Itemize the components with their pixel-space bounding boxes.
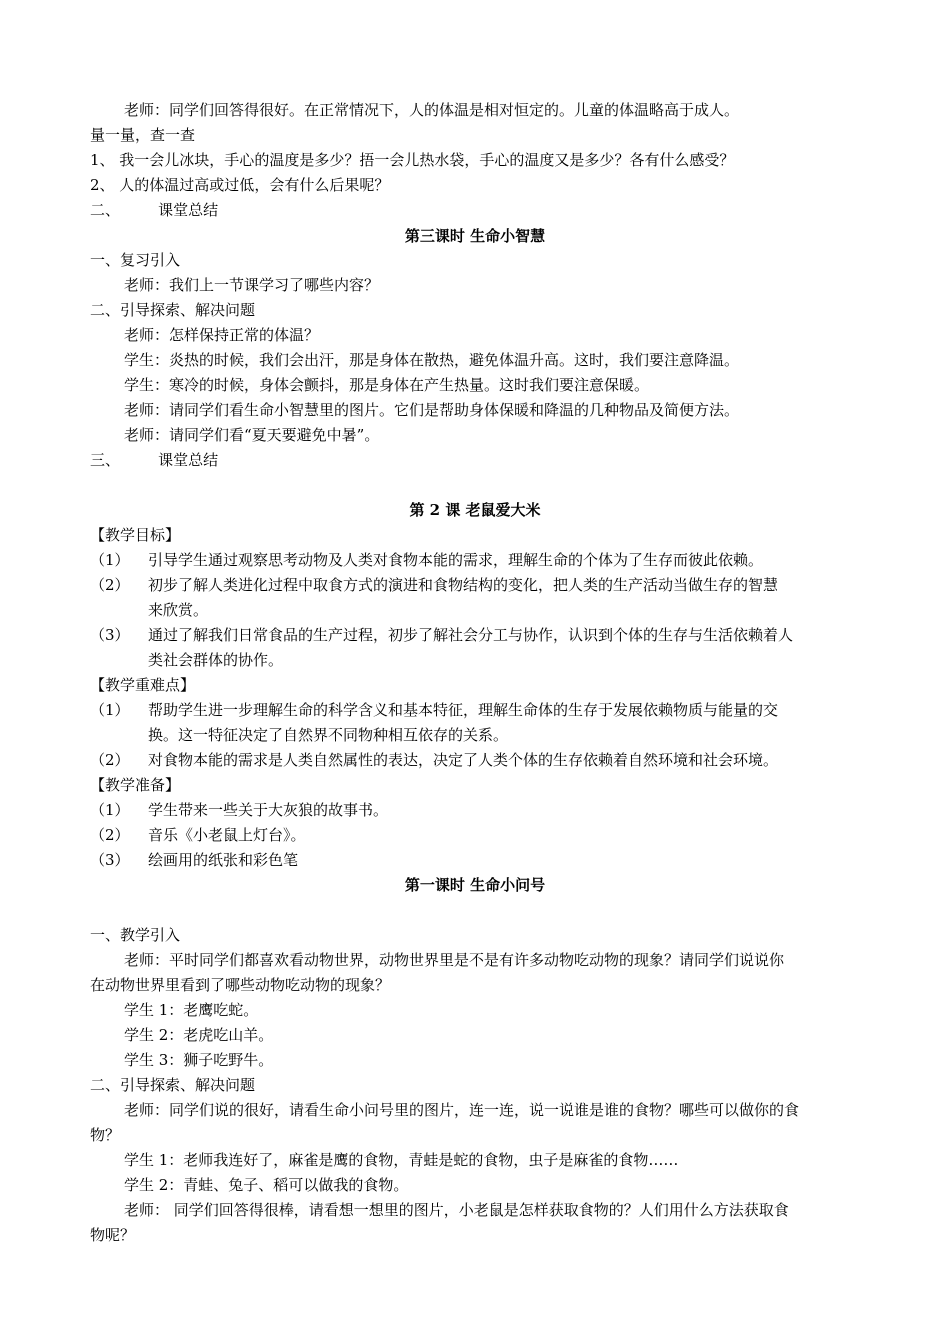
paragraph: 老师：请同学们看生命小智慧里的图片。它们是帮助身体保暖和降温的几种物品及简便方法。: [124, 401, 740, 419]
list-item: 学生带来一些关于大灰狼的故事书。: [148, 801, 389, 819]
paragraph: 老师：同学们回答得很好。在正常情况下，人的体温是相对恒定的。儿童的体温略高于成人。: [124, 101, 740, 119]
list-item: 通过了解我们日常食品的生产过程，初步了解社会分工与协作，认识到个体的生存与生活依赖着人: [148, 626, 794, 644]
paragraph: 学生 2：老虎吃山羊。: [124, 1026, 274, 1044]
section-heading: 三、 课堂总结: [90, 451, 219, 469]
section-heading: 【教学重难点】: [90, 676, 196, 694]
list-item-continuation: 来欣赏。: [148, 601, 209, 619]
paragraph: 学生 3：狮子吃野牛。: [124, 1051, 274, 1069]
list-number: （2）: [90, 576, 130, 594]
paragraph-continuation: 物呢？: [90, 1226, 136, 1244]
paragraph: 1、 我一会儿冰块，手心的温度是多少？捂一会儿热水袋，手心的温度又是多少？各有什么感受？: [90, 151, 735, 169]
list-item: 对食物本能的需求是人类自然属性的表达，决定了人类个体的生存依赖着自然环境和社会环境。: [148, 751, 779, 769]
paragraph: 2、 人的体温过高或过低，会有什么后果呢？: [90, 176, 390, 194]
list-item: 绘画用的纸张和彩色笔: [148, 851, 299, 869]
paragraph: 学生 1：老鹰吃蛇。: [124, 1001, 259, 1019]
section-heading: 二、引导探索、解决问题: [90, 301, 256, 319]
section-heading: 一、复习引入: [90, 251, 181, 269]
paragraph: 老师：怎样保持正常的体温？: [124, 326, 320, 344]
paragraph-continuation: 物？: [90, 1126, 121, 1144]
section-heading: 一、教学引入: [90, 926, 181, 944]
list-item: 帮助学生进一步理解生命的科学含义和基本特征，理解生命体的生存于发展依赖物质与能量的交: [148, 701, 779, 719]
list-number: （3）: [90, 626, 130, 644]
lesson-title: 第一课时 生命小问号: [404, 876, 546, 894]
list-number: （2）: [90, 826, 130, 844]
paragraph: 老师：同学们说的很好，请看生命小问号里的图片，连一连，说一说谁是谁的食物？哪些可以做你的食: [124, 1101, 800, 1119]
paragraph: 老师：请同学们看“夏天要避免中暑”。: [124, 426, 380, 444]
paragraph: 学生 2：青蛙、兔子、稻可以做我的食物。: [124, 1176, 409, 1194]
list-item-continuation: 类社会群体的协作。: [148, 651, 284, 669]
section-heading: 【教学准备】: [90, 776, 181, 794]
paragraph: 老师：平时同学们都喜欢看动物世界，动物世界里是不是有许多动物吃动物的现象？请同学们说说你: [124, 951, 785, 969]
list-number: （1）: [90, 551, 130, 569]
paragraph: 学生：炎热的时候，我们会出汗，那是身体在散热，避免体温升高。这时，我们要注意降温。: [124, 351, 740, 369]
section-heading: 二、 课堂总结: [90, 201, 219, 219]
paragraph: 学生：寒冷的时候，身体会颤抖，那是身体在产生热量。这时我们要注意保暖。: [124, 376, 650, 394]
list-item-continuation: 换。这一特征决定了自然界不同物种相互依存的关系。: [148, 726, 509, 744]
list-item: 音乐《小老鼠上灯台》。: [148, 826, 306, 844]
lesson-title: 第 2 课 老鼠爱大米: [409, 501, 541, 519]
section-heading: 二、引导探索、解决问题: [90, 1076, 256, 1094]
list-number: （2）: [90, 751, 130, 769]
list-number: （1）: [90, 701, 130, 719]
paragraph: 学生 1：老师我连好了，麻雀是鹰的食物，青蛙是蛇的食物，虫子是麻雀的食物……: [124, 1151, 679, 1169]
lesson-title: 第三课时 生命小智慧: [404, 227, 546, 245]
paragraph: 老师：我们上一节课学习了哪些内容？: [124, 276, 380, 294]
list-item: 引导学生通过观察思考动物及人类对食物本能的需求，理解生命的个体为了生存而彼此依赖。: [148, 551, 764, 569]
paragraph-continuation: 在动物世界里看到了哪些动物吃动物的现象？: [90, 976, 391, 994]
paragraph: 量一量，查一查: [90, 126, 196, 144]
paragraph: 老师： 同学们回答得很棒，请看想一想里的图片，小老鼠是怎样获取食物的？人们用什么方法获取食: [124, 1201, 789, 1219]
list-number: （3）: [90, 851, 130, 869]
list-item: 初步了解人类进化过程中取食方式的演进和食物结构的变化，把人类的生产活动当做生存的智慧: [148, 576, 779, 594]
section-heading: 【教学目标】: [90, 526, 181, 544]
list-number: （1）: [90, 801, 130, 819]
